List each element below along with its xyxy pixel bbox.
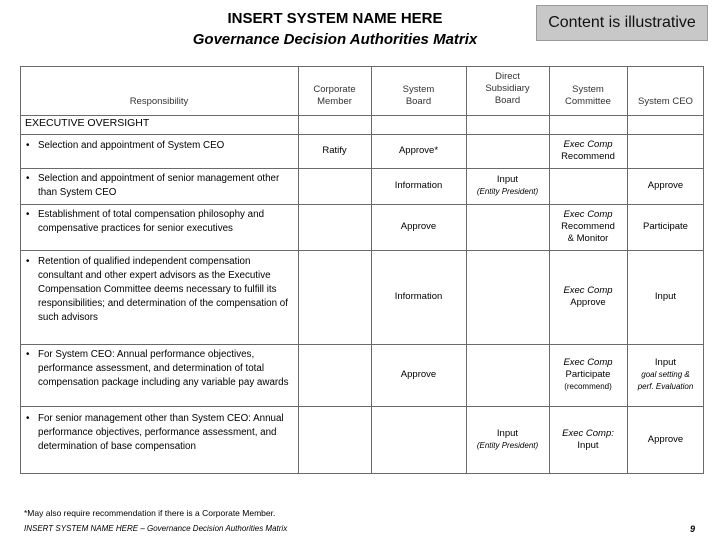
responsibility-item: • For System CEO: Annual performance objectives, performance assessment, and determination of total compensation package including any variable pay awards bbox=[26, 349, 289, 388]
cell-board: Information bbox=[394, 291, 443, 302]
responsibility-item: • Selection and appointment of System CEO bbox=[26, 140, 225, 151]
header-system-ceo: System CEO bbox=[638, 96, 693, 107]
responsibility-item: • For senior management other than System CEO: Annual performance objectives, performance assessment, and determination of base compensation bbox=[26, 413, 284, 452]
cell-direct-subsidiary: Input (Entity President) bbox=[476, 174, 539, 196]
cell-board: Approve* bbox=[398, 145, 439, 156]
title-line-2: Governance Decision Authorities Matrix bbox=[192, 31, 478, 48]
cell-corporate: Ratify bbox=[322, 145, 347, 156]
cell-board: Approve bbox=[400, 221, 437, 232]
header-system-board: System Board bbox=[402, 84, 435, 107]
document-title bbox=[190, 8, 480, 50]
cell-ceo: Participate bbox=[643, 221, 688, 232]
title-line-1: INSERT SYSTEM NAME HERE bbox=[227, 10, 443, 27]
cell-committee: Exec Comp Recommend & Monitor bbox=[561, 209, 615, 244]
cell-committee: Exec Comp: Input bbox=[562, 428, 614, 451]
illustrative-badge: Content is illustrative bbox=[536, 5, 708, 41]
responsibility-item: • Selection and appointment of senior management other than System CEO bbox=[26, 173, 280, 198]
header-direct-subsidiary-board: Direct Subsidiary Board bbox=[485, 71, 530, 106]
header-system-committee: System Committee bbox=[565, 84, 611, 107]
cell-ceo: Approve bbox=[647, 434, 684, 445]
cell-board: Information bbox=[394, 180, 443, 191]
responsibility-item: • Establishment of total compensation philosophy and compensative practices for senior executives bbox=[26, 209, 265, 234]
cell-committee: Exec Comp Participate (recommend) bbox=[563, 357, 613, 391]
cell-committee: Exec Comp Recommend bbox=[561, 139, 615, 162]
cell-direct-subsidiary: Input (Entity President) bbox=[476, 428, 539, 450]
header-responsibility: Responsibility bbox=[129, 96, 189, 107]
header-corporate-member: Corporate Member bbox=[313, 84, 356, 107]
column-divider bbox=[298, 66, 299, 474]
row-divider bbox=[20, 168, 704, 169]
section-heading: EXECUTIVE OVERSIGHT bbox=[25, 117, 150, 129]
page-number: 9 bbox=[690, 524, 696, 534]
cell-board: Approve bbox=[400, 369, 437, 380]
page-footer: INSERT SYSTEM NAME HERE – Governance Decision Authorities Matrix bbox=[24, 524, 288, 533]
header-divider bbox=[20, 115, 704, 116]
cell-ceo: Input bbox=[654, 291, 677, 302]
responsibility-item: • Retention of qualified independent compensation consultant and other expert advisors as the Executive Compensation Committee deems necessary to fulfill its responsibilities; and determination of the compensation of such advisors bbox=[26, 256, 288, 323]
footnote: *May also require recommendation if there is a Corporate Member. bbox=[24, 508, 276, 518]
cell-ceo: Approve bbox=[647, 180, 684, 191]
cell-committee: Exec Comp Approve bbox=[563, 285, 613, 308]
cell-ceo: Input goal setting & perf. Evaluation bbox=[637, 357, 694, 391]
